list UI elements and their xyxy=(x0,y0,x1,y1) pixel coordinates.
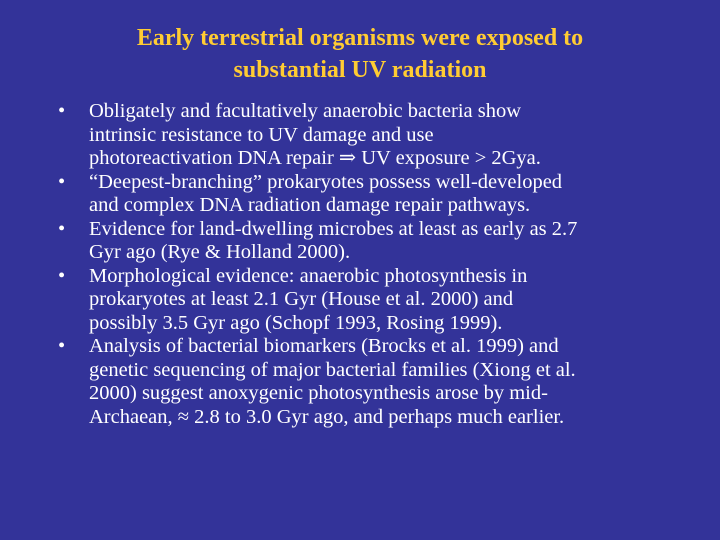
title-line-2: substantial UV radiation xyxy=(233,57,487,83)
bullet-line: 2000) suggest anoxygenic photosynthesis arose by mid- xyxy=(89,382,548,404)
bullet-item-deep-branching xyxy=(58,171,678,218)
bullet-line: possibly 3.5 Gyr ago (Schopf 1993, Rosing 1999). xyxy=(89,311,503,334)
bullet-line: prokaryotes at least 2.1 Gyr (House et al. 2000) and xyxy=(89,288,514,310)
bullet-line: “Deepest-branching” prokaryotes possess well-developed xyxy=(89,170,563,193)
bullet-marker: • xyxy=(58,335,66,357)
bullet-line: photoreactivation DNA repair ⇒ UV exposure > 2Gya. xyxy=(89,147,541,169)
bullet-item-morphological-evidence xyxy=(58,265,678,336)
bullet-item-land-microbes xyxy=(58,218,678,265)
title-line-1: Early terrestrial organisms were exposed to xyxy=(136,25,584,51)
bullet-line: intrinsic resistance to UV damage and use xyxy=(89,123,434,146)
bullet-line: genetic sequencing of major bacterial families (Xiong et al. xyxy=(89,358,576,381)
slide-title xyxy=(40,22,680,86)
bullet-marker: • xyxy=(58,264,66,287)
bullet-list xyxy=(58,100,678,429)
bullet-line: Archaean, ≈ 2.8 to 3.0 Gyr ago, and perhaps much earlier. xyxy=(89,405,565,428)
bullet-marker: • xyxy=(58,217,66,240)
bullet-line: Gyr ago (Rye & Holland 2000). xyxy=(89,241,351,263)
bullet-marker: • xyxy=(58,100,66,122)
bullet-line: Morphological evidence: anaerobic photosynthesis in xyxy=(89,264,528,287)
bullet-marker: • xyxy=(58,170,66,193)
bullet-item-uv-resistance xyxy=(58,100,678,171)
bullet-line: Analysis of bacterial biomarkers (Brocks et al. 1999) and xyxy=(89,335,559,357)
bullet-item-biomarkers xyxy=(58,335,678,429)
bullet-line: and complex DNA radiation damage repair pathways. xyxy=(89,194,531,216)
bullet-line: Evidence for land-dwelling microbes at least as early as 2.7 xyxy=(89,217,578,240)
bullet-line: Obligately and facultatively anaerobic bacteria show xyxy=(89,100,522,122)
